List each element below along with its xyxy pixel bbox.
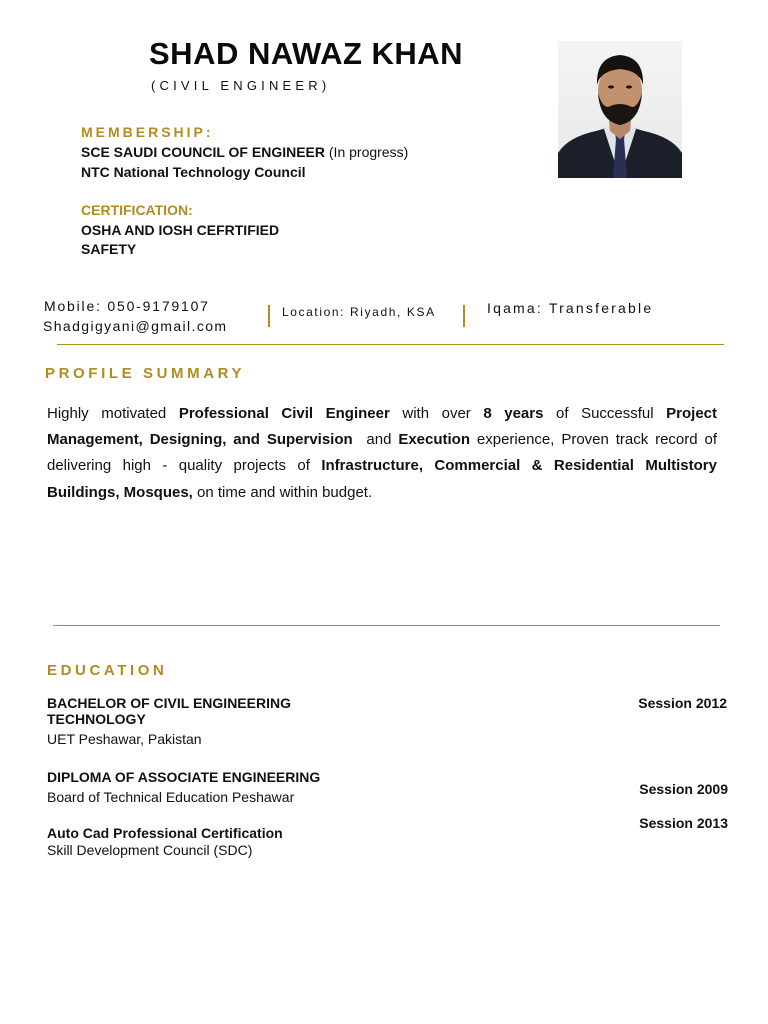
education-degree: Auto Cad Professional Certification [47, 825, 283, 841]
summary-segment: experience, Proven track record of delivering high - quality projects of [47, 431, 717, 475]
education-institution: Board of Technical Education Peshawar [47, 789, 295, 805]
education-institution: UET Peshawar, Pakistan [47, 731, 202, 747]
certification-line: OSHA AND IOSH CEFRTIFIED [81, 222, 280, 238]
summary-segment: of Successful [543, 405, 667, 422]
contact-mobile: Mobile: 050-9179107 [44, 298, 210, 314]
certification-line: SAFETY [81, 241, 137, 257]
education-heading: EDUCATION [47, 662, 168, 679]
summary-segment-bold: Execution [398, 431, 471, 449]
profile-photo [558, 41, 682, 178]
membership-item [81, 144, 408, 160]
education-institution: Skill Development Council (SDC) [47, 842, 253, 858]
candidate-name: SHAD NAWAZ KHAN [149, 36, 464, 71]
membership-item-name: SCE SAUDI COUNCIL OF ENGINEER [81, 144, 325, 160]
education-session: Session 2009 [639, 781, 728, 797]
membership-label: MEMBERSHIP: [81, 124, 214, 140]
profile-summary-text [47, 401, 717, 506]
membership-item [81, 164, 306, 180]
section-divider [53, 625, 720, 626]
membership-item-note: (In progress) [325, 144, 409, 160]
contact-iqama: Iqama: Transferable [487, 300, 654, 316]
contact-email[interactable]: Shadgigyani@gmail.com [43, 318, 228, 334]
summary-segment: Highly motivated [47, 405, 179, 422]
membership-item-name: NTC National Technology Council [81, 164, 306, 180]
summary-segment: with over [389, 405, 484, 422]
summary-segment-bold: Professional Civil Engineer [178, 405, 390, 422]
summary-segment: on time and within budget. [192, 483, 373, 501]
profile-summary-heading: PROFILE SUMMARY [45, 365, 246, 382]
education-degree: DIPLOMA OF ASSOCIATE ENGINEERING [47, 769, 321, 785]
education-session: Session 2013 [639, 815, 728, 831]
summary-segment: and [352, 431, 399, 449]
section-divider [57, 344, 724, 345]
summary-segment-bold: Project Management, Designing, and Supervision [47, 405, 718, 449]
summary-segment-bold: Infrastructure, Commercial & Residential Multistory Buildings, Mosques, [47, 457, 717, 501]
portrait-image [558, 41, 682, 178]
certification-label: CERTIFICATION: [81, 202, 193, 218]
job-title: (CIVIL ENGINEER) [151, 78, 331, 93]
education-session: Session 2012 [638, 695, 727, 711]
education-degree: BACHELOR OF CIVIL ENGINEERING [47, 695, 291, 711]
education-degree: TECHNOLOGY [47, 711, 146, 727]
contact-divider [268, 305, 270, 327]
contact-location: Location: Riyadh, KSA [282, 305, 436, 319]
contact-divider [463, 305, 465, 327]
summary-segment-bold: 8 years [483, 405, 544, 422]
